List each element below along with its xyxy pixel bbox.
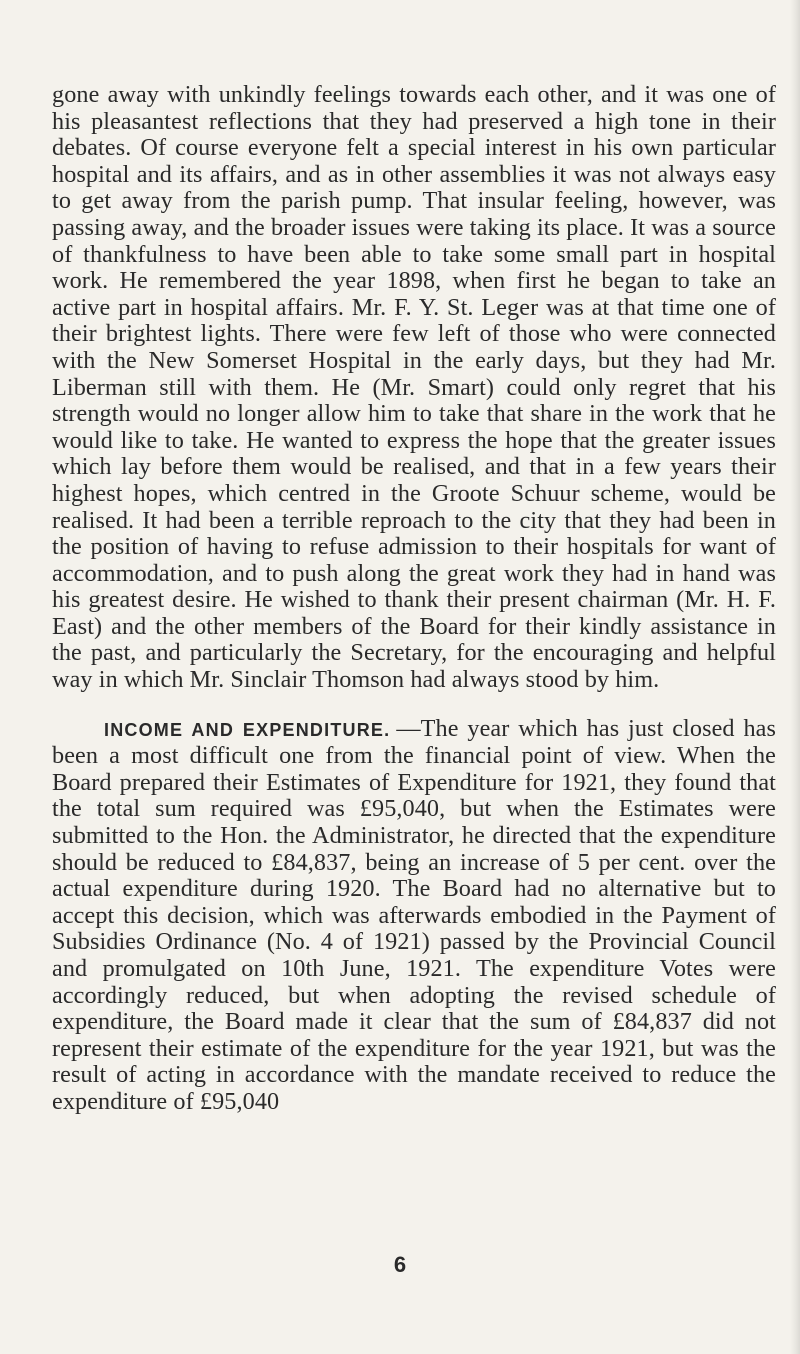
- paragraph-2-text: —The year which has just closed has been a most difficult one from the financial point of view. When the Board prepared their Estimates of Expenditure for 1921, they found that the total sum required was £95,040, but when the Estimates were submitted to the Hon. the Administrator, he directed that the expenditure should be reduced to £84,837, being an increase of 5 per cent. over the actual expenditure during 1920. The Board had no alternative but to accept this decision, which was afterwards embodied in the Payment of Subsidies Ordinance (No. 4 of 1921) passed by the Provincial Council and promulgated on 10th June, 1921. The expenditure Votes were accordingly reduced, but when adopting the revised schedule of expenditure, the Board made it clear that the sum of £84,837 did not represent their estimate of the expenditure for the year 1921, but was the result of acting in accordance with the mandate received to reduce the expenditure of £95,040: [52, 714, 776, 1115]
- body-paragraph-1: [52, 82, 776, 694]
- document-page: [52, 82, 776, 1116]
- paragraph-1-text: gone away with unkindly feelings towards each other, and it was one of his pleasantest reflections that they had preserved a high tone in their debates. Of course everyone felt a special interest in his own particular hospital and its affairs, and as in other assemblies it was not always easy to get away from the parish pump. That insular feeling, however, was passing away, and the broader issues were taking its place. It was a source of thankfulness to have been able to take some small part in hospital work. He remembered the year 1898, when first he began to take an active part in hospital affairs. Mr. F. Y. St. Leger was at that time one of their brightest lights. There were few left of those who were connected with the New Somerset Hospital in the early days, but they had Mr. Liberman still with them. He (Mr. Smart) could only regret that his strength would no longer allow him to take that share in the work that he would like to take. He wanted to express the hope that the greater issues which lay before them would be realised, and that in a few years their highest hopes, which centred in the Groote Schuur scheme, would be realised. It had been a terrible reproach to the city that they had been in the position of having to refuse admission to their hospitals for want of accommodation, and to push along the great work they had in hand was his greatest desire. He wished to thank their present chairman (Mr. H. F. East) and the other members of the Board for their kindly assistance in the past, and particularly the Secretary, for the encouraging and helpful way in which Mr. Sinclair Thomson had always stood by him.: [52, 81, 776, 694]
- body-paragraph-2: [52, 716, 776, 1116]
- page-edge-shadow: [790, 0, 800, 1354]
- page-number: 6: [393, 1252, 407, 1277]
- section-heading-income-and-expenditure: INCOME AND EXPENDITURE.: [104, 719, 391, 740]
